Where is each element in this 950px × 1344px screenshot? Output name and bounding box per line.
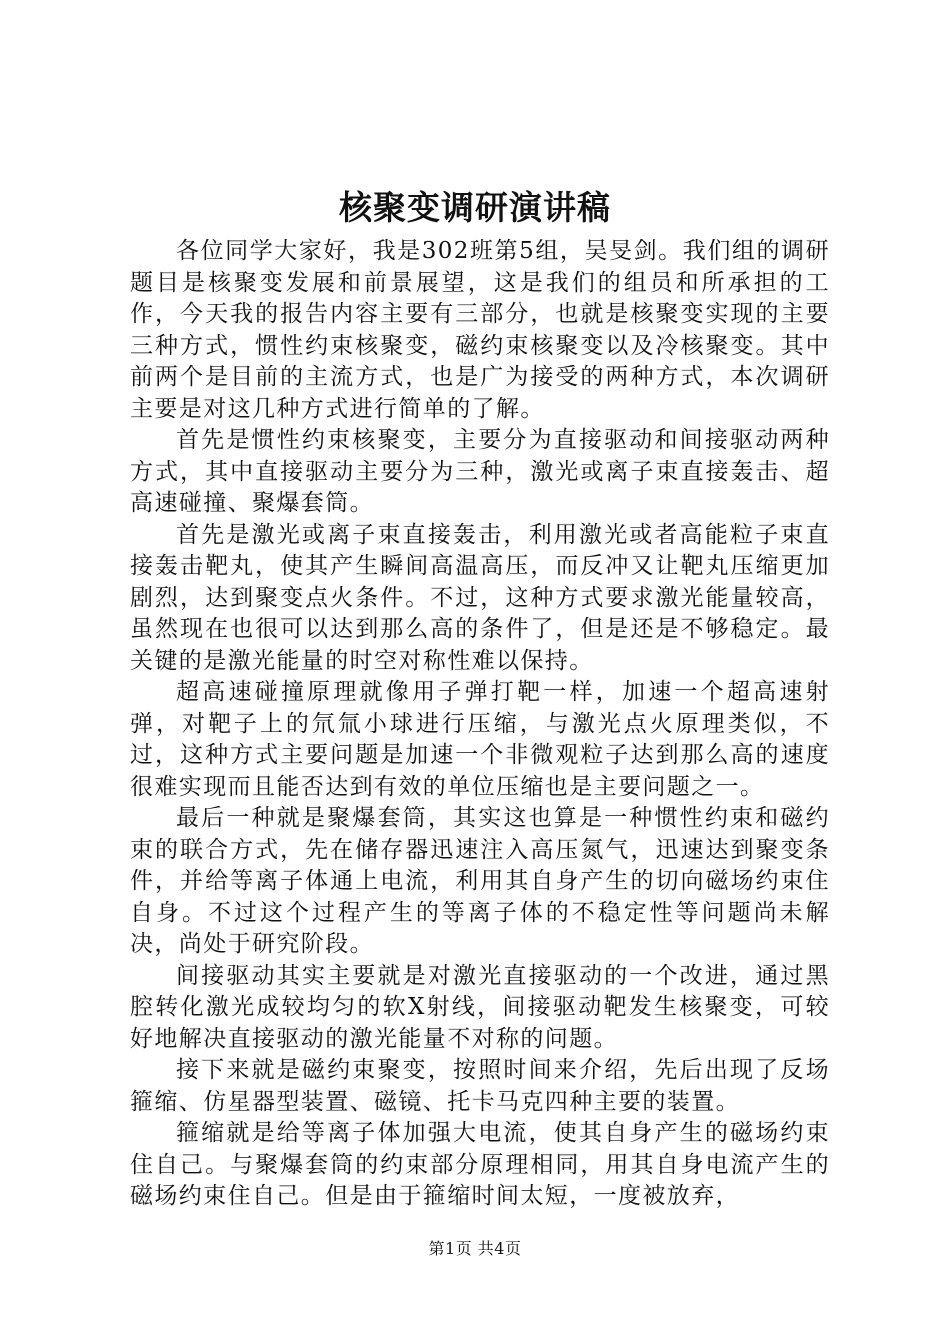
paragraph: 箍缩就是给等离子体加强大电流，使其自身产生的磁场约束住自己。与聚爆套筒的约束部分原理相同，用其自身电流产生的磁场约束住自己。但是由于箍缩时间太短，一度被放弃， xyxy=(130,1120,830,1209)
page-footer: 第1页 共4页 xyxy=(428,1239,522,1258)
paragraph: 接下来就是磁约束聚变，按照时间来介绍，先后出现了反场箍缩、仿星器型装置、磁镜、托卡马克四种主要的装置。 xyxy=(130,1057,830,1115)
paragraph: 间接驱动其实主要就是对激光直接驱动的一个改进，通过黑腔转化激光成较均匀的软X射线，间接驱动靶发生核聚变，可较好地解决直接驱动的激光能量不对称的问题。 xyxy=(130,962,830,1052)
paragraph: 首先是激光或离子束直接轰击，利用激光或者高能粒子束直接轰击靶丸，使其产生瞬间高温高压，而反冲又让靶丸压缩更加剧烈，达到聚变点火条件。不过，这种方式要求激光能量较高，虽然现在也很可以达到那么高的条件了，但是还是不够稳定。最关键的是激光能量的时空对称性难以保持。 xyxy=(130,521,830,674)
paragraph: 超高速碰撞原理就像用子弹打靶一样，加速一个超高速射弹，对靶子上的氘氚小球进行压缩，与激光点火原理类似，不过，这种方式主要问题是加速一个非微观粒子达到那么高的速度很难实现而且能否达到有效的单位压缩也是主要问题之一。 xyxy=(130,679,830,800)
paragraph: 最后一种就是聚爆套筒，其实这也算是一种惯性约束和磁约束的联合方式，先在储存器迅速注入高压氮气，迅速达到聚变条件，并给等离子体通上电流，利用其自身产生的切向磁场约束住自身。不过这个过程产生的等离子体的不稳定性等问题尚未解决，尚处于研究阶段。 xyxy=(130,805,830,957)
document-body xyxy=(130,236,830,1213)
paragraph: 首先是惯性约束核聚变，主要分为直接驱动和间接驱动两种方式，其中直接驱动主要分为三种，激光或离子束直接轰击、超高速碰撞、聚爆套筒。 xyxy=(130,427,830,516)
paragraph: 各位同学大家好，我是302班第5组，吴旻剑。我们组的调研题目是核聚变发展和前景展望，这是我们的组员和所承担的工作，今天我的报告内容主要有三部分，也就是核聚变实现的主要三种方式，惯性约束核聚变，磁约束核聚变以及冷核聚变。其中前两个是目前的主流方式，也是广为接受的两种方式，本次调研主要是对这几种方式进行简单的了解。 xyxy=(130,238,830,422)
document-title: 核聚变调研演讲稿 xyxy=(339,188,611,227)
